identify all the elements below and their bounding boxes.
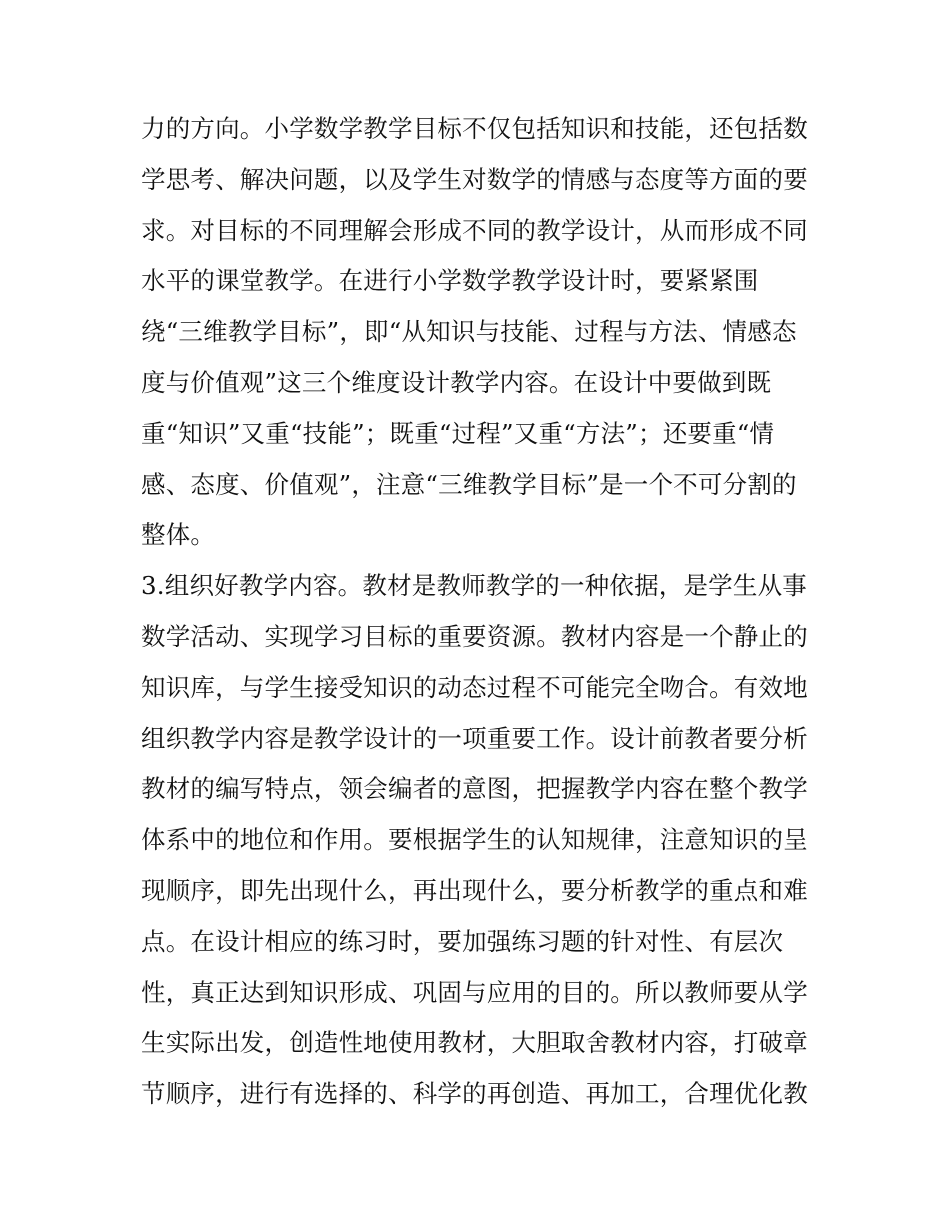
text-line: 性，真正达到知识形成、巩固与应用的目的。所以教师要从学 xyxy=(141,977,808,1007)
text-line: 力的方向。小学数学教学目标不仅包括知识和技能，还包括数 xyxy=(141,114,808,143)
text-line: 知识库，与学生接受知识的动态过程不可能完全吻合。有效地 xyxy=(141,672,808,702)
text-line: 体系中的地位和作用。要根据学生的认知规律，注意知识的呈 xyxy=(141,825,808,855)
body-text xyxy=(141,104,821,1120)
text-line: 点。在设计相应的练习时，要加强练习题的针对性、有层次 xyxy=(141,926,784,956)
text-line: 重“知识”又重“技能”；既重“过程”又重“方法”；还要重“情 xyxy=(141,418,775,448)
text-line: 节顺序，进行有选择的、科学的再创造、再加工，合理优化教 xyxy=(141,1079,808,1109)
text-line: 教材的编写特点，领会编者的意图，把握教学内容在整个教学 xyxy=(141,774,808,804)
text-line: 求。对目标的不同理解会形成不同的教学设计，从而形成不同 xyxy=(141,215,808,245)
text-line: 整体。 xyxy=(141,520,216,550)
text-line: 绕“三维教学目标”，即“从知识与技能、过程与方法、情感态 xyxy=(141,317,797,347)
text-line: 现顺序，即先出现什么，再出现什么，要分析教学的重点和难 xyxy=(141,875,808,905)
text-line: 水平的课堂教学。在进行小学数学教学设计时，要紧紧围 xyxy=(141,266,759,296)
text-line: 感、态度、价值观”，注意“三维教学目标”是一个不可分割的 xyxy=(141,469,797,499)
text-line: 数学活动、实现学习目标的重要资源。教材内容是一个静止的 xyxy=(141,621,808,651)
text-line: 生实际出发，创造性地使用教材，大胆取舍教材内容，打破章 xyxy=(141,1028,808,1058)
text-line: 学思考、解决问题，以及学生对数学的情感与态度等方面的要 xyxy=(141,164,808,194)
text-line: 度与价值观”这三个维度设计教学内容。在设计中要做到既 xyxy=(141,367,772,397)
text-line: 组织教学内容是教学设计的一项重要工作。设计前教者要分析 xyxy=(141,723,808,753)
text-line: 3.组织好教学内容。教材是教师教学的一种依据，是学生从事 xyxy=(141,571,807,601)
